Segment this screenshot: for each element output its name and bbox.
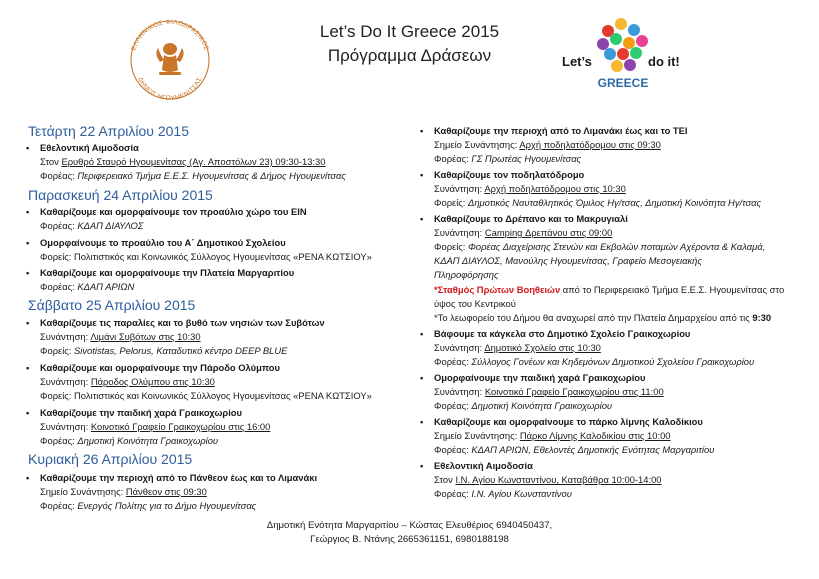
activity-organizer: Φορείς: Πολιτιστικός και Κοινωνικός Σύλλογος Ηγουμενίτσας «ΡΕΝΑ ΚΩΤΣΙΟΥ» (40, 251, 372, 262)
activity-title: • Εθελοντική Αιμοδοσία (40, 141, 139, 155)
logo-text-lets: Let’s (562, 54, 592, 69)
day-title-sunday: Κυριακή 26 Απριλίου 2015 (28, 451, 193, 467)
activity-organizer-cont: Πληροφόρησης (434, 269, 499, 280)
lets-do-it-logo (560, 8, 686, 96)
activity-organizer: Φορέας: Ι.Ν. Αγίου Κωνσταντίνου (434, 488, 572, 499)
day-title-wednesday: Τετάρτη 22 Απριλίου 2015 (28, 123, 189, 139)
page-subtitle: Πρόγραμμα Δράσεων (327, 46, 492, 65)
first-aid-note-cont: ύψος του Κεντρικού (434, 298, 516, 309)
activity-title: • Εθελοντική Αιμοδοσία (434, 459, 533, 473)
seal-text-bottom: ΔΗΜΟΣ ΗΓΟΥΜΕΝΙΤΣΑΣ (136, 76, 204, 103)
activity-meeting: Συνάντηση: Αρχή ποδηλατόδρομου στις 10:30 (434, 183, 626, 194)
footer-contacts-line2: Γεώργιος Β. Ντάνης 2665361151, 6980188198 (310, 534, 509, 545)
activity-title: • Καθαρίζουμε και ομορφαίνουμε το πάρκο λίμνης Καλοδίκιου (434, 415, 703, 429)
activity-title: • Ομορφαίνουμε την παιδική χαρά Γραικοχωρίου (434, 371, 645, 385)
smiley-cluster-icon (597, 18, 648, 72)
activity-title: • Καθαρίζουμε την παιδική χαρά Γραικοχωρίου (40, 406, 242, 420)
activity-title: • Καθαρίζουμε την περιοχή από το Λιμανάκι έως και το ΤΕΙ (434, 124, 688, 138)
activity-organizer: Φορέας: ΚΔΑΠ ΑΡΙΩΝ (40, 281, 135, 292)
seal-text-top: ΕΛΛΗΝΙΚΟΣ ΦΙΛΟΔΡΑΣΙΚΟΣ (130, 18, 210, 52)
activity-organizer: Φορέας: Δημοτική Κοινότητα Γραικοχωρίου (434, 400, 613, 411)
activity-meeting: Συνάντηση: Λιμάνι Συβότων στις 10:30 (40, 331, 201, 342)
activity-organizer: Φορέας: Σύλλογος Γονέων και Κηδεμόνων Δημοτικού Σχολείου Γραικοχωρίου (434, 356, 755, 367)
day-title-saturday: Σάββατο 25 Απριλίου 2015 (28, 297, 196, 313)
activity-organizer: Φορείς: Πολιτιστικός και Κοινωνικός Σύλλογος Ηγουμενίτσας «ΡΕΝΑ ΚΩΤΣΙΟΥ» (40, 390, 372, 401)
day-title-friday: Παρασκευή 24 Απριλίου 2015 (28, 187, 213, 203)
activity-meeting: Σημείο Συνάντησης: Αρχή ποδηλατόδρομου στις 09:30 (434, 139, 661, 150)
activity-title: • Ομορφαίνουμε το προαύλιο του Α´ Δημοτικού Σχολείου (40, 236, 286, 250)
first-aid-note: *Σταθμός Πρώτων Βοηθειών από το Περιφερειακό Τμήμα Ε.Ε.Σ. Ηγουμενίτσας στο (434, 284, 785, 295)
activity-title: • Καθαρίζουμε και ομορφαίνουμε την Πάροδο Ολύμπου (40, 361, 280, 375)
activity-title: • Καθαρίζουμε τον ποδηλατόδρομο (434, 168, 584, 182)
activity-meeting: Στον Ερυθρό Σταυρό Ηγουμενίτσας (Αγ. Αποστόλων 23) 09:30-13:30 (40, 156, 326, 167)
activity-meeting: Σημείο Συνάντησης: Πάρκο Λίμνης Καλοδικίου στις 10:00 (434, 430, 671, 441)
activity-meeting: Συνάντηση: Κοινοτικό Γραφείο Γραικοχωρίου στις 11:00 (434, 386, 664, 397)
activity-title: • Καθαρίζουμε και ομορφαίνουμε την Πλατεία Μαργαριτίου (40, 266, 294, 280)
logo-text-greece: GREECE (597, 76, 649, 90)
activity-organizer: Φορείς: Sivotistas, Pelorus, Καταδυτικό κέντρο DEEP BLUE (40, 345, 288, 356)
svg-text:ΔΗΜΟΣ ΗΓΟΥΜΕΝΙΤΣΑΣ (136, 76, 203, 102)
activity-title: • Βάφουμε τα κάγκελα στο Δημοτικό Σχολείο Γραικοχωρίου (434, 327, 690, 341)
activity-meeting: Συνάντηση: Πάροδος Ολύμπου στις 10:30 (40, 376, 215, 387)
activity-organizer-cont: ΚΔΑΠ ΔΙΑΥΛΟΣ, Μανούλης Ηγουμενίτσας, Γραφείο Μεσογειακής (434, 255, 702, 266)
activity-meeting: Συνάντηση: Δημοτικό Σχολείο στις 10:30 (434, 342, 601, 353)
activity-title: • Καθαρίζουμε την περιοχή από το Πάνθεον έως και το Λιμανάκι (40, 471, 317, 485)
page-title: Let’s Do It Greece 2015 (319, 22, 500, 41)
activity-title: • Καθαρίζουμε το Δρέπανο και το Μακρυγιαλί (434, 212, 628, 226)
footer-contacts-line1: Δημοτική Ενότητα Μαργαριτίου – Κώστας Ελευθέριος 6940450437, (266, 520, 553, 531)
activity-title: • Καθαρίζουμε τις παραλίες και το βυθό των νησιών των Συβότων (40, 316, 325, 330)
activity-meeting: Συνάντηση: Κοινοτικό Γραφείο Γραικοχωρίου στις 16:00 (40, 421, 271, 432)
activity-meeting: Σημείο Συνάντησης: Πάνθεον στις 09:30 (40, 486, 207, 497)
activity-meeting: Συνάντηση: Camping Δρεπάνου στις 09:00 (434, 227, 613, 238)
bus-note: *Το λεωφορείο του Δήμου θα αναχωρεί από την Πλατεία Δημαρχείου από τις 9:30 (434, 312, 772, 323)
activity-organizer: Φορείς: Φορέας Διαχείρισης Στενών και Εκβολών ποταμών Αχέροντα & Καλαμά, (434, 241, 766, 252)
logo-text-doit: do it! (648, 54, 680, 69)
activity-title: • Καθαρίζουμε και ομορφαίνουμε τον προαύλιο χώρο του ΕΙΝ (40, 205, 307, 219)
activity-organizer: Φορέας: ΓΣ Πρωτέας Ηγουμενίτσας (434, 153, 582, 164)
activity-organizer: Φορέας: Περιφερειακό Τμήμα Ε.Ε.Σ. Ηγουμενίτσας & Δήμος Ηγουμενίτσας (40, 170, 346, 181)
activity-meeting: Στον Ι.Ν. Αγίου Κωνσταντίνου, Καταβάθρα 10:00-14:00 (434, 474, 662, 485)
activity-organizer: Φορέας: Δημοτική Κοινότητα Γραικοχωρίου (40, 435, 219, 446)
activity-organizer: Φορέας: Ενεργός Πολίτης για το Δήμο Ηγουμενίτσας (40, 500, 257, 511)
activity-organizer: Φορείς: Δημοτικός Ναυταθλητικός Όμιλος Ηγ/τσας, Δημοτική Κοινότητα Ηγ/τσας (434, 197, 762, 208)
activity-organizer: Φορέας: ΚΔΑΠ ΔΙΑΥΛΟΣ (40, 220, 144, 231)
activity-organizer: Φορέας: ΚΔΑΠ ΑΡΙΩΝ, Εθελοντές Δημοτικής Ενότητας Μαργαριτίου (434, 444, 715, 455)
